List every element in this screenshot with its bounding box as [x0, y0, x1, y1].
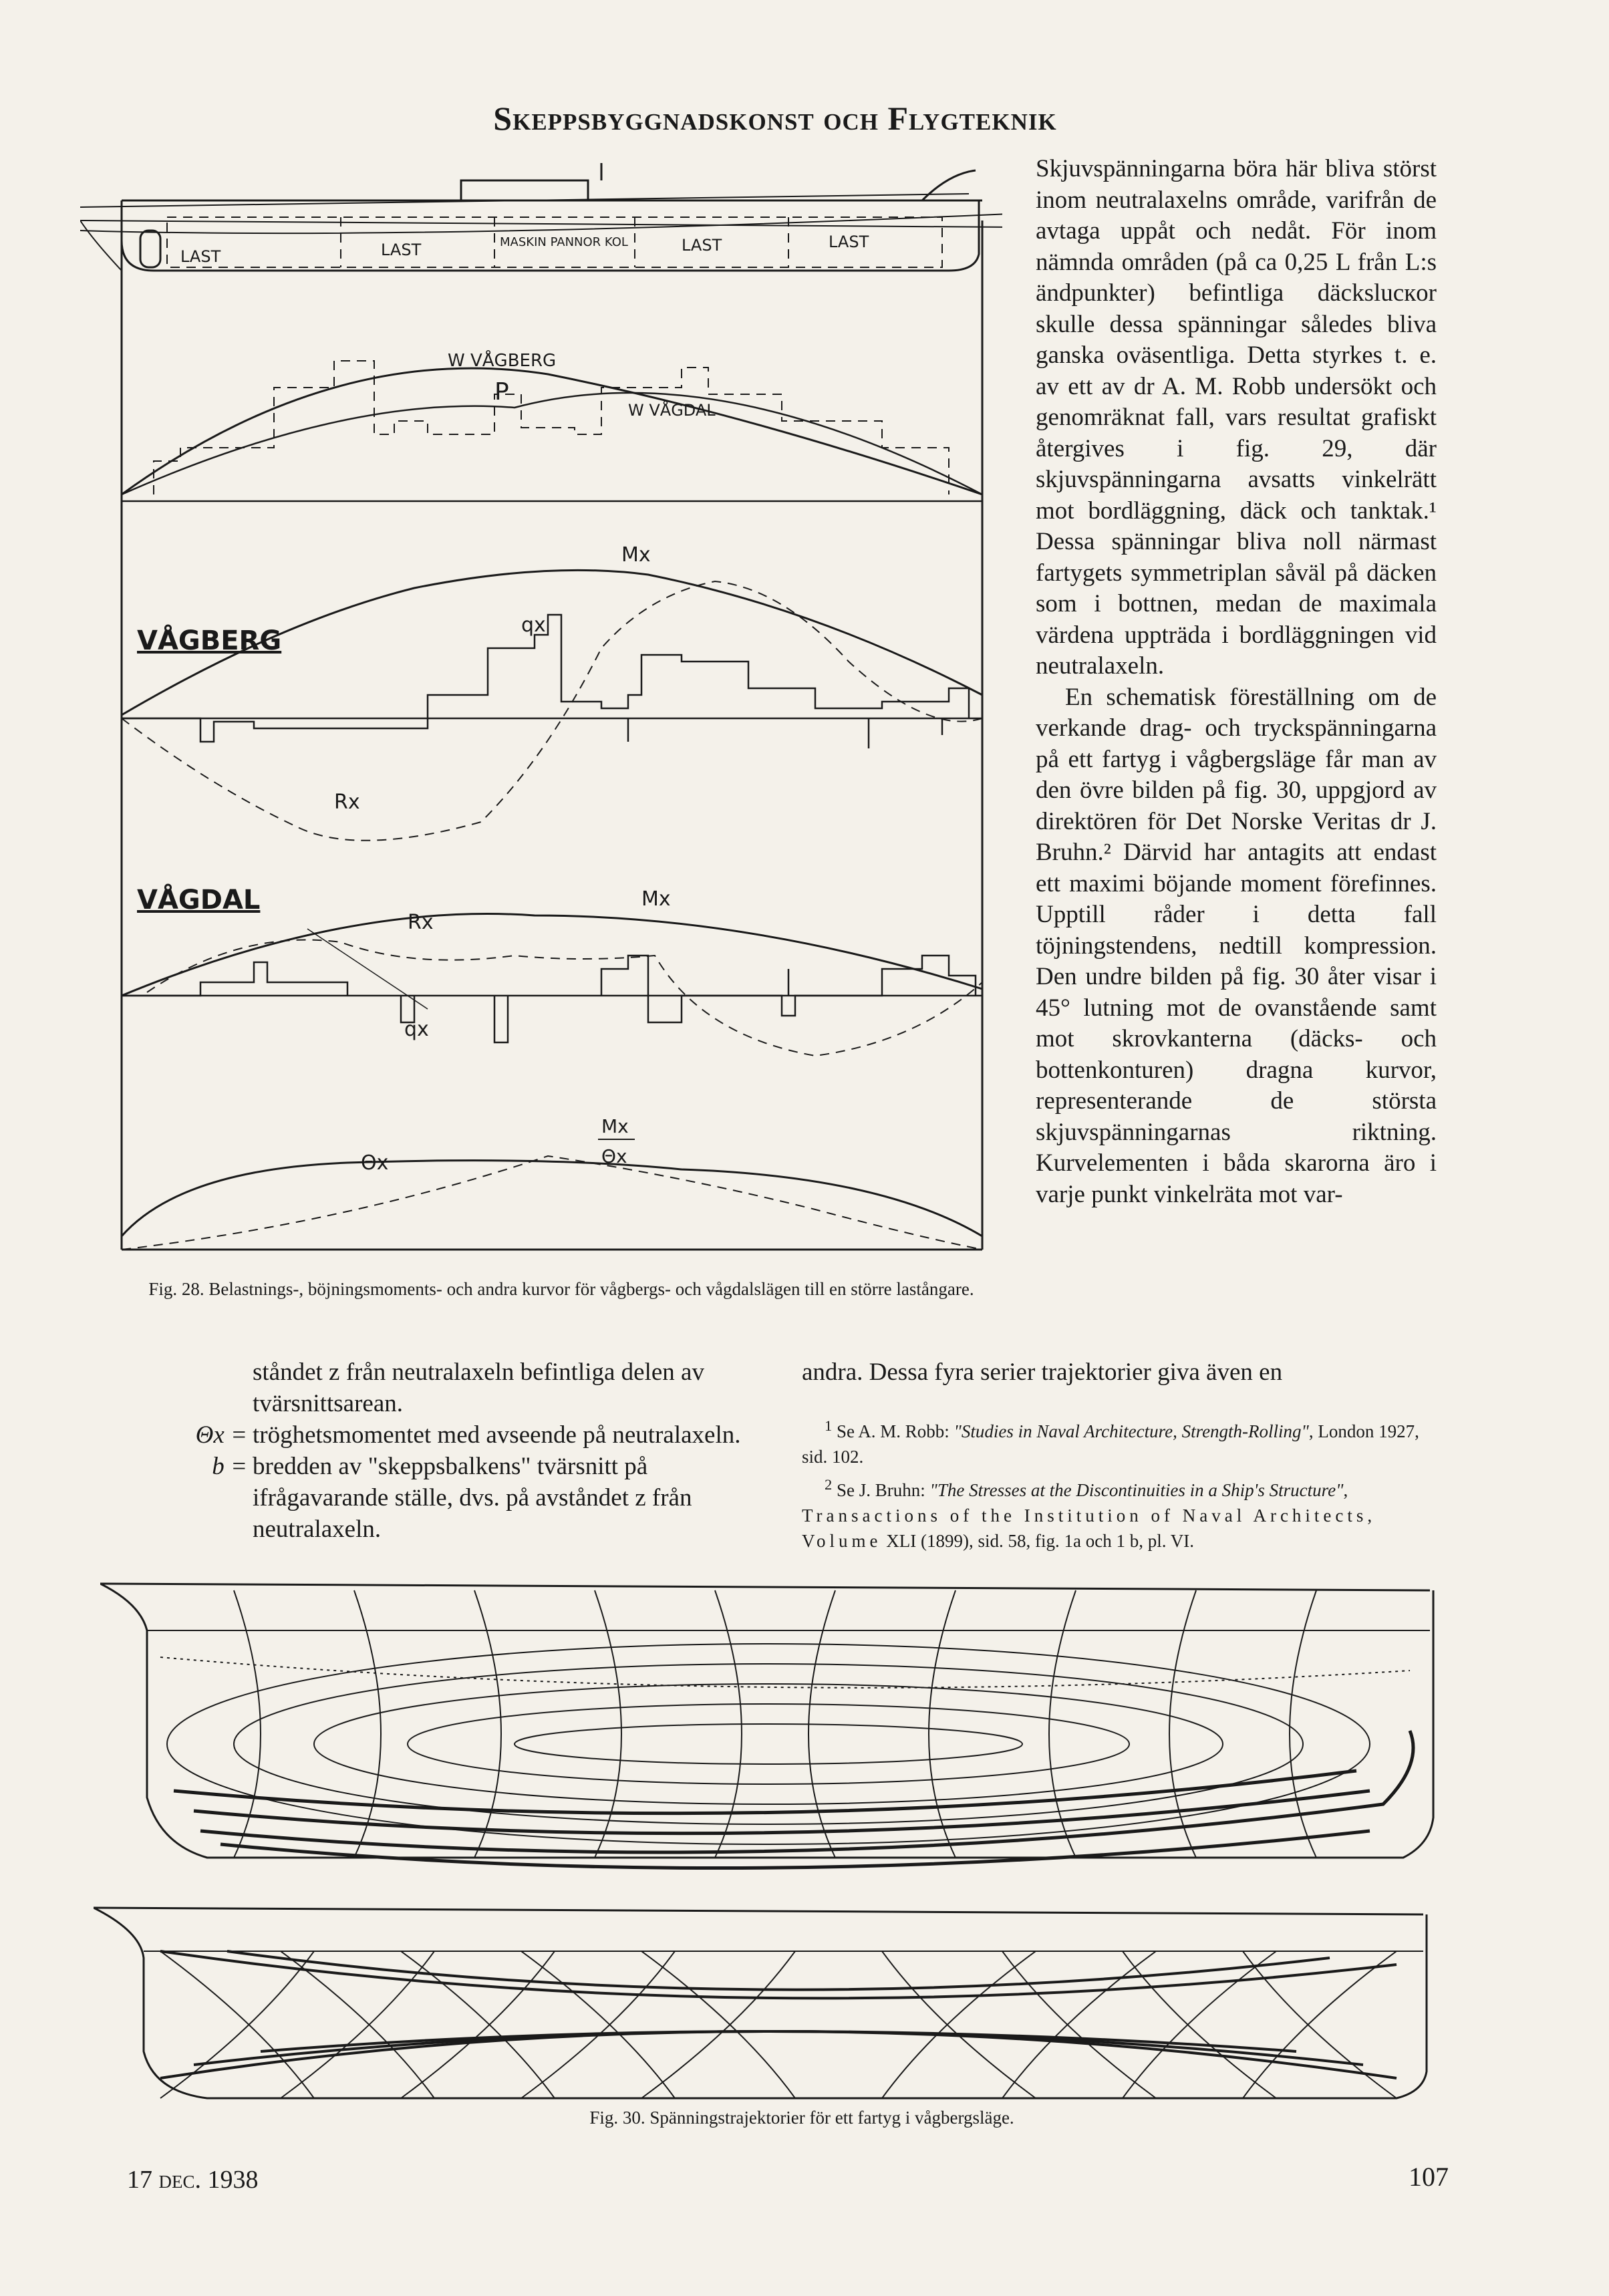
continuation-line: andra. Dessa fyra serier trajektorier giva även en	[802, 1358, 1283, 1386]
figure-28-caption: Fig. 28. Belastnings-, böjningsmoments- och andra kurvor för vågbergs- och vågdalslägen till en större lastångare.	[148, 1279, 974, 1299]
figure-28-drawing	[80, 154, 1002, 1270]
figure-30-caption: Fig. 30. Spänningstrajektorier för ett fartyg i vågbergsläge.	[589, 2108, 1014, 2128]
right-column-text	[1036, 154, 1437, 1210]
label-mx-frac-num: Mx	[601, 1115, 629, 1137]
label-mx-2: Mx	[641, 887, 671, 911]
label-last-4: LAST	[829, 233, 869, 251]
label-rx-1: Rx	[334, 791, 360, 814]
label-theta: Θx	[361, 1151, 389, 1175]
figure-30-upper	[100, 1577, 1443, 1898]
label-qx-1: qx	[521, 613, 546, 637]
definitions-list	[167, 1356, 768, 1545]
label-p: P	[494, 378, 509, 406]
label-w-vagberg: W VÅGBERG	[448, 351, 557, 371]
figure-28	[80, 154, 1002, 1270]
paragraph-shear: Skjuvspänningarna böra här bliva störst inom neutralaxelns område, varifrån de avtaga uppåt och nedåt. För inom nämnda områden (på ca 0,25 L från L:s ändpunkter) befintliga däckslucкor skulle dessa spänningar således bliva ganska oväsentliga. Detta styrkes t. e. av ett av dr A. M. Robb undersökt och genomräknat fall, vars resultat grafiskt återgives i fig. 29, där skjuvspänningarna avsatts vinkelrätt mot bordläggning, däck och tanktak.¹ Dessa spänningar bliva noll närmast fartygets symmetriplan såväl på däcken som i bottnen, medan de maximala värdena uppträda i bordläggningen vid neutralaxeln.	[1036, 155, 1437, 680]
definition-lead: ståndet z från neutralaxeln befintliga delen av tvärsnittsarean.	[253, 1358, 704, 1417]
page-number: 107	[1409, 2162, 1449, 2192]
label-last-3: LAST	[682, 236, 722, 255]
label-last-2: LAST	[381, 241, 422, 259]
running-header: Skeppsbyggnadskonst och Flygteknik	[493, 100, 1057, 137]
label-vagberg: VÅGBERG	[137, 625, 282, 656]
label-rx-2: Rx	[408, 911, 434, 934]
footnotes	[802, 1413, 1443, 1556]
footer-date: 17 dec. 1938	[127, 2166, 259, 2194]
label-mx-frac-den: Θx	[601, 1145, 627, 1167]
footnote-1: $^1$ Se A. M. Robb: "Studies in Naval Architecture, Strength-Rolling", London 1927, sid. 102.	[802, 1417, 1419, 1467]
paragraph-trajectories: En schematisk föreställning om de verkande drag- och tryckspänningarna på ett fartyg i vågbergsläge får man av den övre bilden på fig. 30, uppgjord av direktören för Det Norske Veritas dr J. Bruhn.² Därvid har antagits att endast ett maximi böjande moment förefinnes. Upptill råder i detta fall töjningstendens, nedtill kompression. Den undre bilden på fig. 30 åter visar i 45° lutning mot de ovanstående samt mot skrovkanterna (däcks- och bottenkonturen) dragna kurvor, representerande de största skjuvspänningarnas riktning. Kurvelementen i båda skarorna äro i varje punkt vinkelräta mot var-	[1036, 683, 1437, 1208]
figure-30-lower	[94, 1904, 1437, 2252]
label-last-1: LAST	[180, 247, 221, 266]
definition-b: b = bredden av "skeppsbalkens" tvärsnitt på ifrågavarande ställe, dvs. på avståndet z från neutralaxeln.	[212, 1453, 692, 1543]
label-mx-1: Mx	[621, 543, 651, 567]
label-maskin: MASKIN PANNOR KOL	[500, 235, 628, 249]
definition-theta: Θx = tröghetsmomentet med avseende på neutralaxeln.	[195, 1421, 741, 1449]
figure-30-upper-drawing	[100, 1577, 1443, 1898]
label-w-vagdal: W VÅGDAL	[628, 401, 716, 420]
figure-30-lower-drawing	[94, 1904, 1437, 2105]
label-qx-2: qx	[404, 1018, 429, 1041]
footnote-2: $^2$ Se J. Bruhn: "The Stresses at the Discontinuities in a Ship's Structure", Transactions of the Institution of Naval Architects, Volume XLI (1899), sid. 58, fig. 1a och 1 b, pl. VI.	[802, 1476, 1376, 1551]
label-vagdal: VÅGDAL	[137, 885, 261, 915]
